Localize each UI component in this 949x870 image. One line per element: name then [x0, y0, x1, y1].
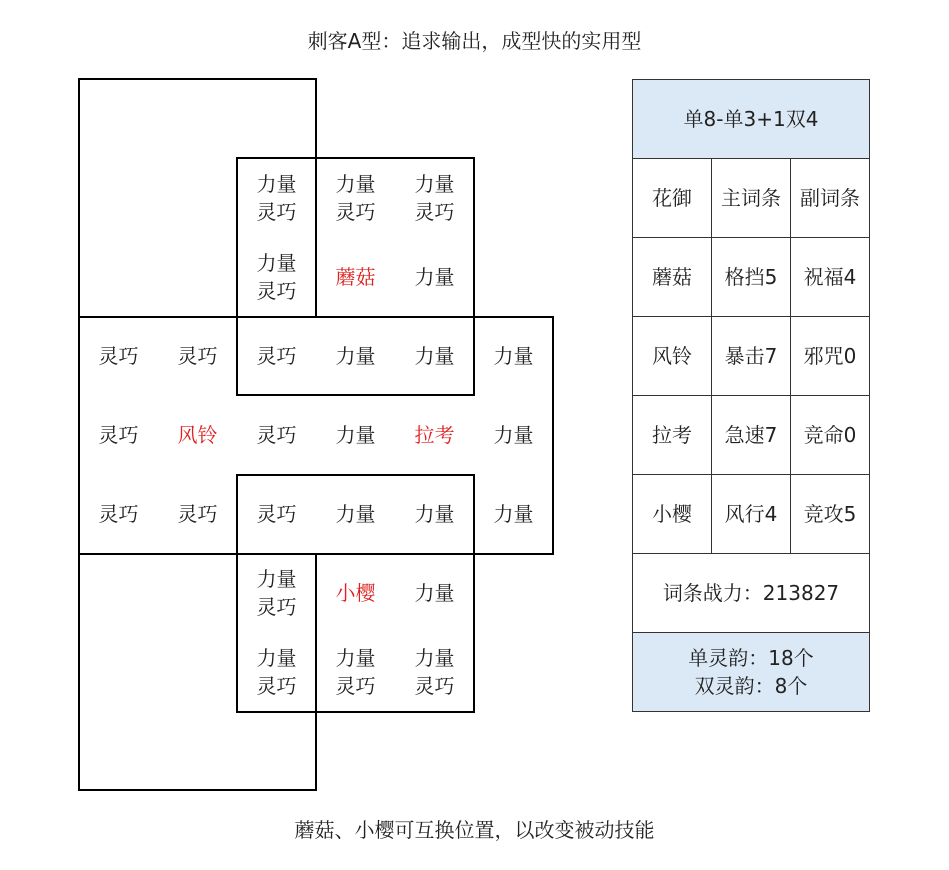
table-row — [633, 396, 869, 475]
cell-text: 灵巧 — [98, 422, 139, 447]
attribute-cell — [158, 316, 237, 395]
column-header: 花御 — [633, 159, 712, 237]
attribute-cell — [316, 474, 395, 553]
table-cell: 邪咒0 — [803, 344, 857, 368]
cell-text: 力量 — [335, 343, 376, 368]
cell-text: 力量 — [335, 501, 376, 526]
cell-text: 力量 — [335, 645, 376, 670]
table-header-row — [633, 80, 869, 159]
attribute-cell — [395, 158, 474, 237]
table-cell: 竞命0 — [803, 423, 857, 447]
diagram-footer: 蘑菇、小樱可互换位置，以改变被动技能 — [294, 818, 655, 842]
cell-text: 力量 — [414, 645, 455, 670]
cell-text: 灵巧 — [414, 673, 455, 698]
table-cell: 格挡5 — [712, 238, 791, 316]
attribute-cell — [237, 316, 316, 395]
cell-text: 力量 — [414, 171, 455, 196]
cell-text: 灵巧 — [335, 673, 376, 698]
attribute-cell — [237, 474, 316, 553]
attribute-cell — [316, 316, 395, 395]
cell-text: 灵巧 — [256, 673, 297, 698]
cell-text: 灵巧 — [256, 422, 297, 447]
power-value: 词条战力：213827 — [662, 581, 840, 605]
table-cell: 风铃 — [633, 317, 712, 395]
cell-text: 蘑菇 — [335, 264, 376, 289]
attribute-cell — [395, 474, 474, 553]
cell-text: 力量 — [256, 250, 297, 275]
cell-text: 力量 — [414, 264, 455, 289]
table-cell: 祝福4 — [803, 265, 857, 289]
cell-text: 拉考 — [414, 422, 455, 447]
character-cell — [316, 237, 395, 316]
attribute-cell — [79, 316, 158, 395]
table-cell: 小樱 — [633, 475, 712, 553]
cell-text: 风铃 — [177, 422, 218, 447]
cell-text: 力量 — [414, 580, 455, 605]
attribute-cell — [158, 474, 237, 553]
summary-double: 双灵韵：8个 — [694, 674, 808, 698]
character-cell — [395, 395, 474, 474]
attribute-cell — [474, 474, 553, 553]
cell-text: 力量 — [493, 343, 534, 368]
attribute-cell — [316, 632, 395, 711]
attribute-cell — [237, 158, 316, 237]
table-power-row — [633, 554, 869, 633]
table-row — [633, 317, 869, 396]
attribute-cell — [395, 553, 474, 632]
table-cell: 风行4 — [712, 475, 791, 553]
summary-block — [633, 633, 869, 711]
cell-text: 灵巧 — [98, 343, 139, 368]
cell-text: 灵巧 — [177, 501, 218, 526]
table-cell: 急速7 — [712, 396, 791, 474]
attribute-cell — [395, 237, 474, 316]
cell-text: 灵巧 — [256, 594, 297, 619]
cell-text: 灵巧 — [98, 501, 139, 526]
attribute-cell — [237, 553, 316, 632]
cell-text: 灵巧 — [335, 199, 376, 224]
diagram-title: 刺客A型：追求输出，成型快的实用型 — [307, 29, 642, 53]
summary-single: 单灵韵：18个 — [688, 646, 814, 670]
attribute-cell — [316, 395, 395, 474]
cell-text: 灵巧 — [414, 199, 455, 224]
attribute-cell — [237, 395, 316, 474]
cell-text: 力量 — [335, 422, 376, 447]
table-cell: 暴击7 — [712, 317, 791, 395]
attribute-cell — [474, 395, 553, 474]
cell-text: 灵巧 — [256, 501, 297, 526]
attribute-cell — [395, 632, 474, 711]
cell-text: 灵巧 — [256, 343, 297, 368]
cell-text: 灵巧 — [256, 199, 297, 224]
attribute-cell — [395, 316, 474, 395]
cell-text: 力量 — [414, 343, 455, 368]
cell-text: 力量 — [256, 171, 297, 196]
attribute-cell — [316, 158, 395, 237]
cell-text: 力量 — [493, 422, 534, 447]
table-columns-row — [633, 159, 869, 238]
character-cell — [158, 395, 237, 474]
cell-text: 灵巧 — [177, 343, 218, 368]
table-cell: 拉考 — [633, 396, 712, 474]
attribute-cell — [79, 474, 158, 553]
cell-text: 力量 — [256, 566, 297, 591]
table-header: 单8-单3+1双4 — [683, 107, 819, 131]
character-cell — [316, 553, 395, 632]
column-header: 主词条 — [712, 159, 791, 237]
attribute-cell — [79, 395, 158, 474]
cell-text: 力量 — [335, 171, 376, 196]
column-header: 副词条 — [800, 186, 860, 210]
attribute-cell — [474, 316, 553, 395]
cell-text: 力量 — [493, 501, 534, 526]
table-row — [633, 238, 869, 317]
cell-text: 力量 — [256, 645, 297, 670]
attribute-cell — [237, 632, 316, 711]
cell-text: 小樱 — [335, 580, 376, 605]
table-summary-row — [633, 633, 869, 711]
table-row — [633, 475, 869, 554]
attribute-cell — [237, 237, 316, 316]
cell-text: 灵巧 — [256, 278, 297, 303]
table-cell: 竞攻5 — [803, 502, 857, 526]
table-cell: 蘑菇 — [633, 238, 712, 316]
cell-text: 力量 — [414, 501, 455, 526]
stats-table — [632, 79, 870, 712]
